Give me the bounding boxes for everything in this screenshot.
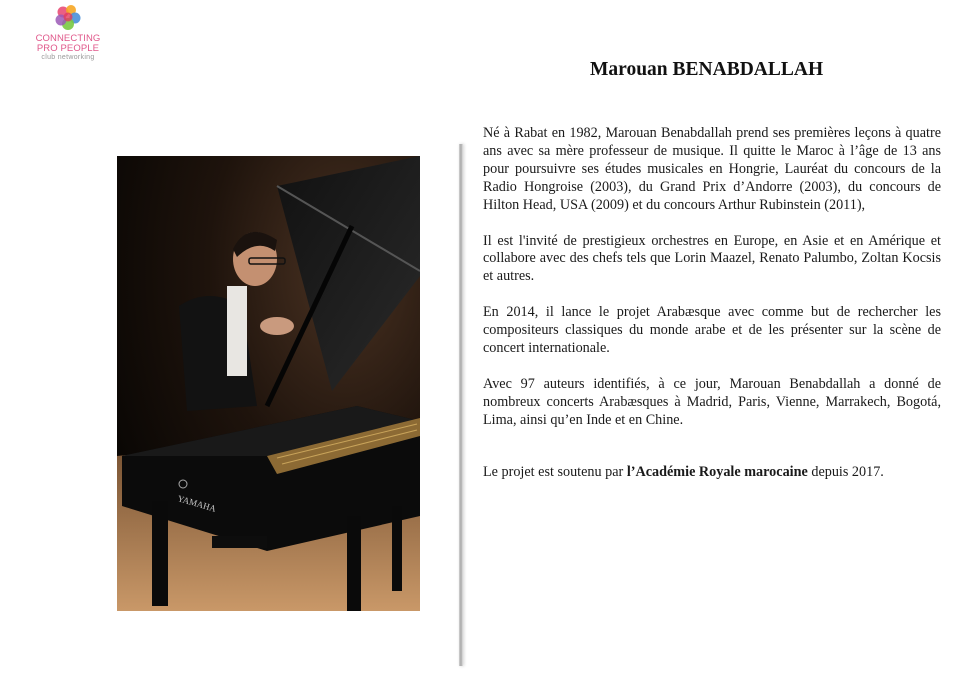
piano-brand-label: YAMAHA xyxy=(176,493,218,514)
bio-paragraph-3: En 2014, il lance le projet Arabæsque avec comme but de rechercher les compositeurs classiques du monde arabe et de les présenter sur la scène de concert internationale. xyxy=(483,304,941,357)
bio-paragraph-1: Né à Rabat en 1982, Marouan Benabdallah prend ses premières leçons à quatre ans avec sa mère professeur de musique. Il quitte le Maroc à l’âge de 13 ans pour poursuivre ses études musicales en Hongrie, Lauréat du concours de la Radio Hongroise (2003), du Grand Prix d’Andorre (2003), du concours de Hilton Head, USA (2009) et du concours Arthur Rubinstein (2011), xyxy=(483,125,941,213)
bio-p5-end: depuis 2017. xyxy=(807,463,884,480)
pianist-photo xyxy=(117,156,420,611)
academy-name: l’Académie Royale marocaine xyxy=(626,463,808,480)
bio-paragraph-2: Il est l'invité de prestigieux orchestres en Europe, en Asie et en Amérique et collabore avec des chefs tels que Lorin Maazel, Renato Palumbo, Zoltan Kocsis et autres. xyxy=(483,232,941,285)
bio-paragraph-4: Avec 97 auteurs identifiés, à ce jour, Marouan Benabdallah a donné de nombreux concerts Arabæsques à Madrid, Paris, Vienne, Marrakech, Bogotá, Lima, ainsi qu’en Inde et en Chine. xyxy=(483,375,941,428)
logo-mark xyxy=(52,2,84,34)
bio-paragraph-5 xyxy=(483,464,941,482)
page-title: Marouan BENABDALLAH xyxy=(590,59,824,80)
logo-tagline: club networking xyxy=(41,54,95,61)
logo-text-line1: CONNECTING xyxy=(35,33,101,44)
biography xyxy=(483,125,941,500)
logo xyxy=(30,2,106,68)
bio-p5-start: Le projet est soutenu par xyxy=(483,463,627,480)
vertical-divider xyxy=(459,144,463,666)
logo-text-line2: PRO PEOPLE xyxy=(36,43,100,54)
